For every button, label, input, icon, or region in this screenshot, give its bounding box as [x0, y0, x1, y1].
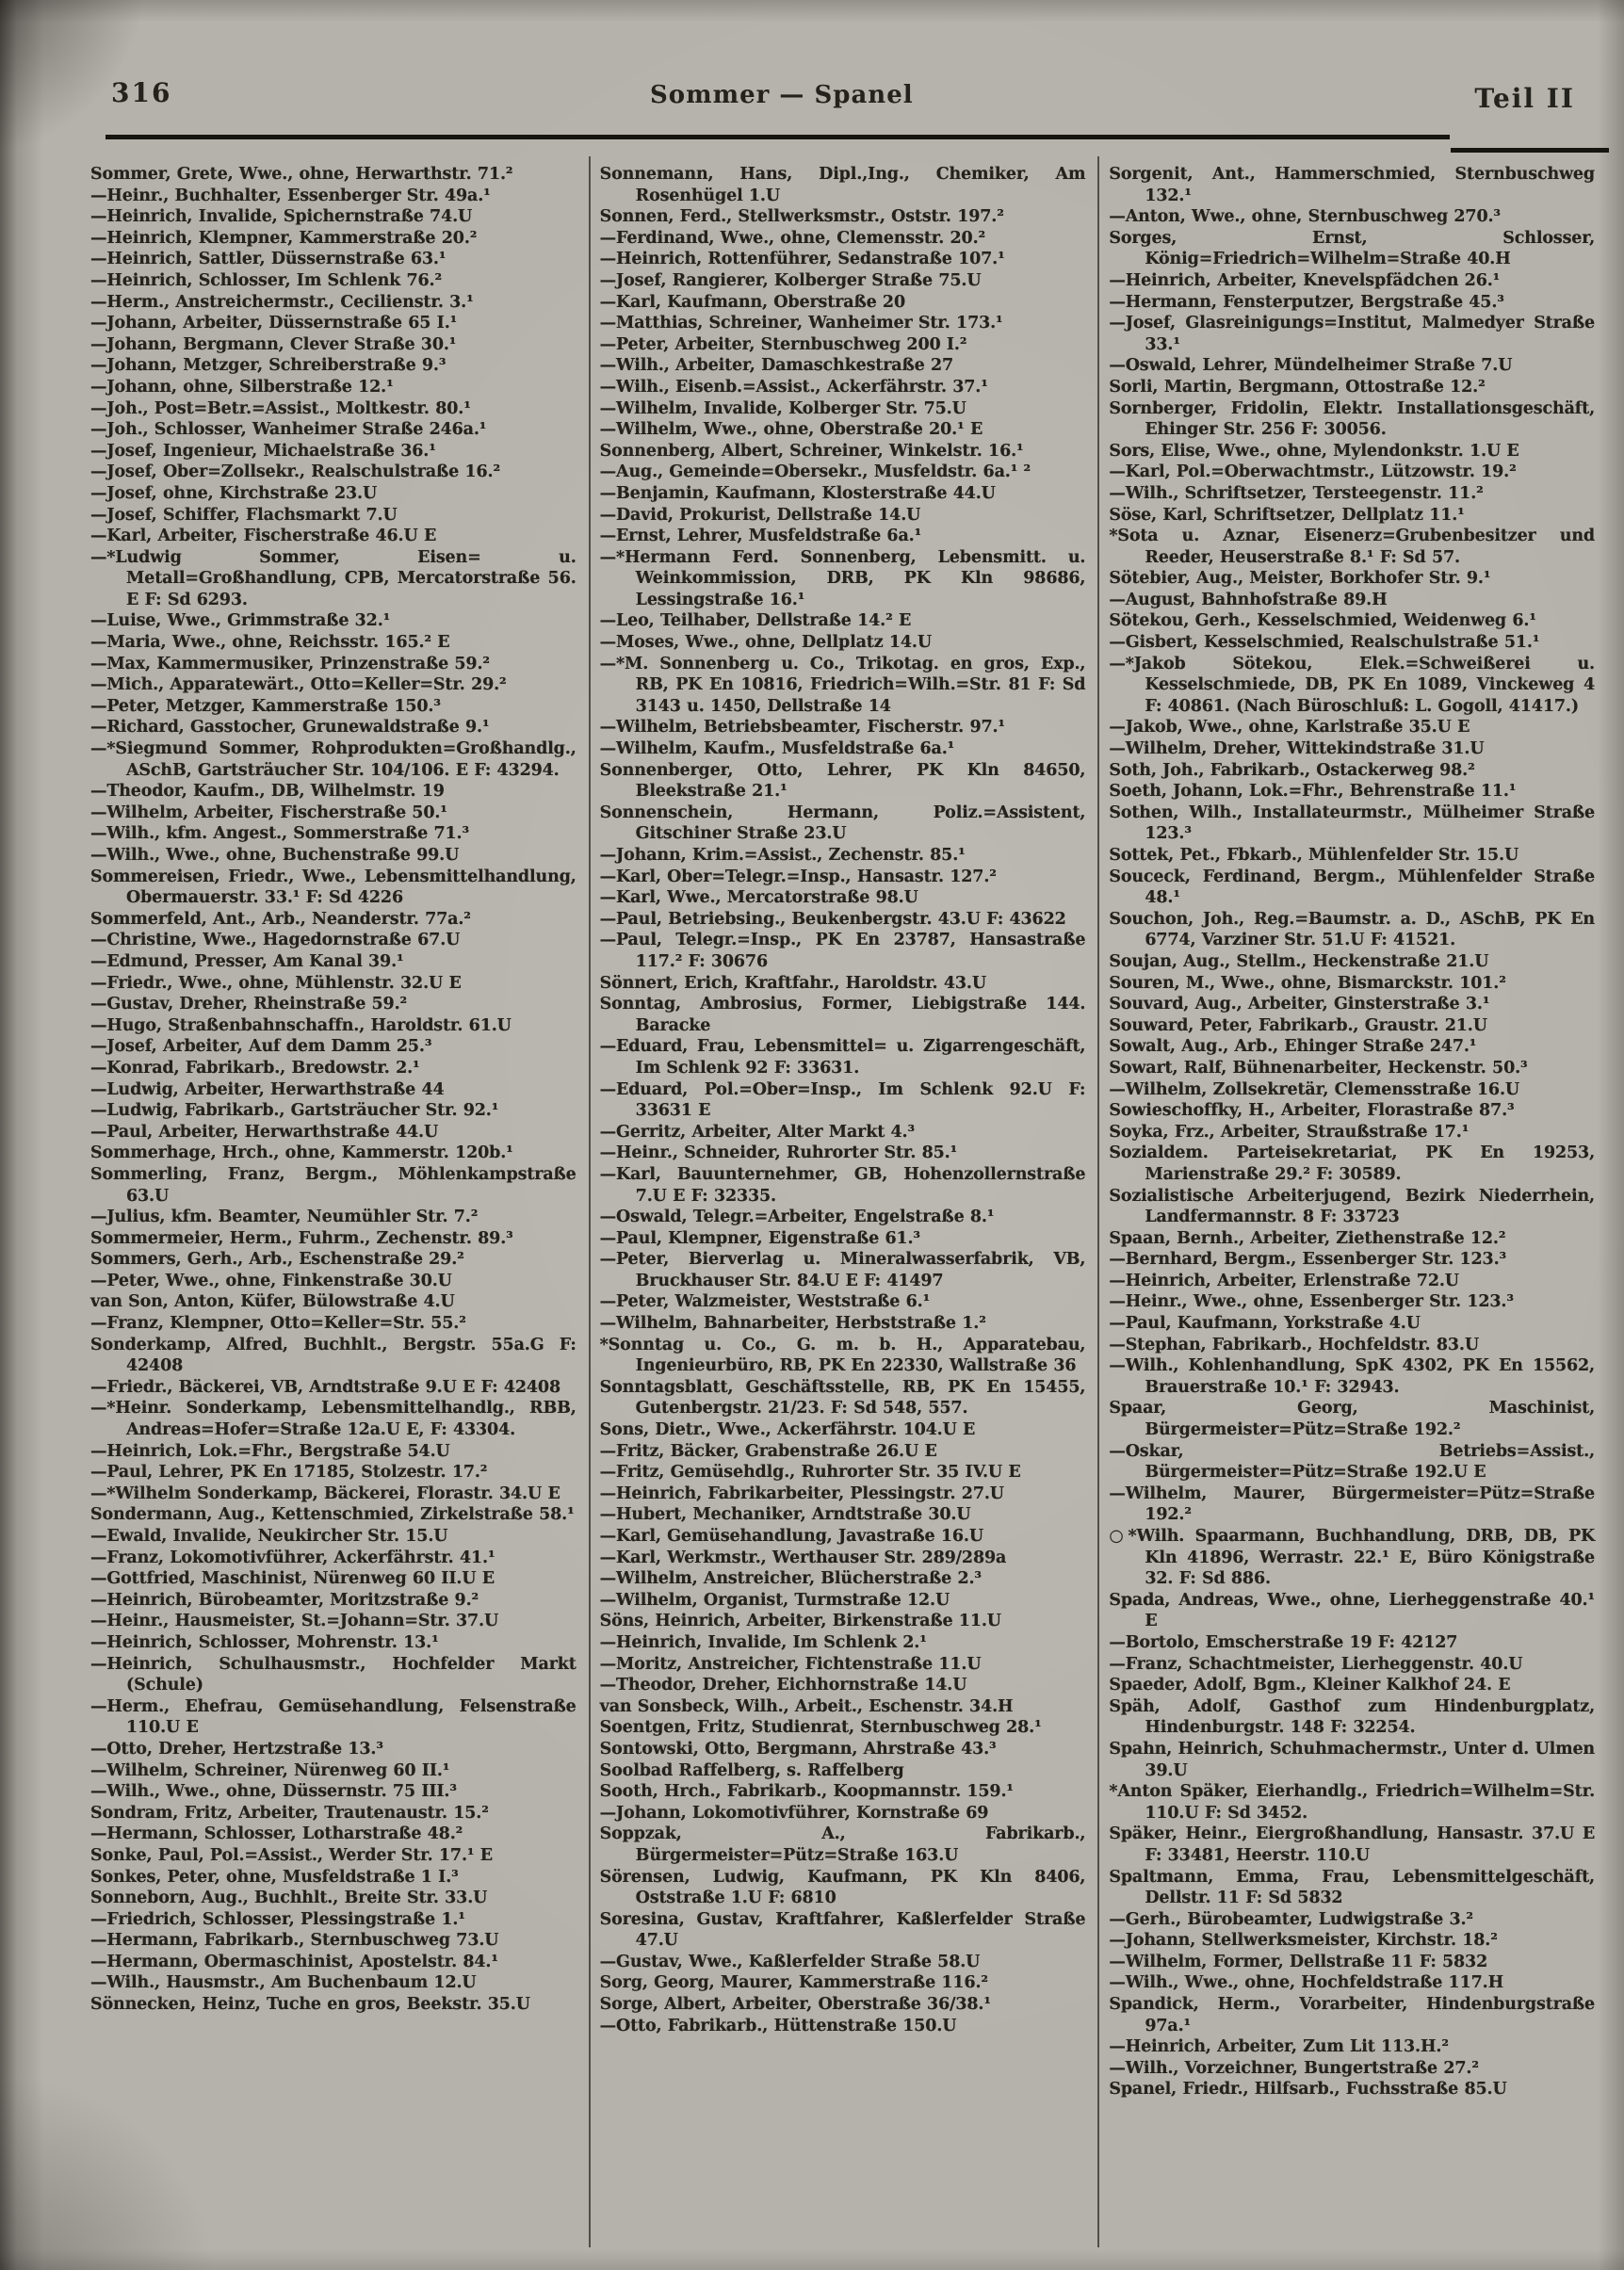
directory-entry: —Edmund, Presser, Am Kanal 39.¹	[90, 951, 404, 971]
directory-entry: Sonnenberger, Otto, Lehrer, PK Kln 84650, Bleekstraße 21.¹	[599, 760, 1086, 802]
directory-entry: Spaltmann, Emma, Frau, Lebensmittelgeschäft, Dellstr. 11 F: Sd 5832	[1109, 1867, 1596, 1908]
directory-column-1	[81, 156, 589, 2247]
directory-entry: —Gerh., Bürobeamter, Ludwigstraße 3.²	[1109, 1909, 1473, 1929]
directory-entry: —Paul, Lehrer, PK En 17185, Stolzestr. 17.²	[90, 1463, 488, 1483]
directory-entry: —Wilhelm, Wwe., ohne, Oberstraße 20.¹ E	[599, 420, 983, 440]
directory-entry: —Karl, Kaufmann, Oberstraße 20	[599, 292, 905, 312]
directory-entry: —Peter, Metzger, Kammerstraße 150.³	[90, 696, 441, 716]
directory-entry: Sorges, Ernst, Schlosser, König=Friedrich=Wilhelm=Straße 40.H	[1109, 228, 1596, 269]
directory-entry: —Johann, Lokomotivführer, Kornstraße 69	[599, 1803, 989, 1823]
directory-entry: —Eduard, Frau, Lebensmittel= u. Zigarrengeschäft, Im Schlenk 92 F: 33631.	[599, 1037, 1086, 1078]
directory-entry: Sons, Dietr., Wwe., Ackerfährstr. 104.U E	[599, 1420, 976, 1440]
directory-entry: —Josef, Schiffer, Flachsmarkt 7.U	[90, 505, 398, 525]
directory-entry: Sors, Elise, Wwe., ohne, Mylendonkstr. 1.U E	[1109, 441, 1519, 461]
directory-entry: —Anton, Wwe., ohne, Sternbuschweg 270.³	[1109, 207, 1501, 227]
directory-entry: Spahn, Heinrich, Schuhmachermstr., Unter d. Ulmen 39.U	[1109, 1739, 1596, 1780]
directory-entry: —Karl, Ober=Telegr.=Insp., Hansastr. 127.²	[599, 867, 997, 886]
directory-entry: —Benjamin, Kaufmann, Klosterstraße 44.U	[599, 483, 996, 503]
directory-entry: —Hermann, Fensterputzer, Bergstraße 45.³	[1109, 292, 1504, 312]
directory-entry: Sommerhage, Hrch., ohne, Kammerstr. 120b.¹	[90, 1143, 513, 1163]
directory-entry: —Johann, Metzger, Schreiberstraße 9.³	[90, 356, 447, 376]
directory-entry: —David, Prokurist, Dellstraße 14.U	[599, 505, 921, 525]
directory-entry: —Heinrich, Bürobeamter, Moritzstraße 9.²	[90, 1590, 479, 1610]
directory-entry: —Moritz, Anstreicher, Fichtenstraße 11.U	[599, 1654, 982, 1674]
directory-entry: —Wilhelm, Invalide, Kolberger Str. 75.U	[599, 398, 966, 418]
directory-entry: —Leo, Teilhaber, Dellstraße 14.² E	[599, 611, 912, 631]
directory-entry: —*M. Sonnenberg u. Co., Trikotag. en gros, Exp., RB, PK En 10816, Friedrich=Wilh.=Str. 81 F: Sd 3143 u. 1450, Dellstraße 14	[599, 654, 1086, 716]
directory-entry: Souward, Peter, Fabrikarb., Graustr. 21.U	[1109, 1015, 1487, 1035]
directory-entry: —Wilhelm, Maurer, Bürgermeister=Pütz=Straße 192.²	[1109, 1484, 1596, 1525]
directory-entry: Sötebier, Aug., Meister, Borkhofer Str. 9.¹	[1109, 569, 1491, 589]
directory-entry: —Friedrich, Schlosser, Plessingstraße 1.¹	[90, 1909, 465, 1929]
directory-entry: —Karl, Werkmstr., Werthauser Str. 289/289a	[599, 1548, 1007, 1567]
directory-entry: —Otto, Dreher, Hertzstraße 13.³	[90, 1739, 383, 1759]
directory-entry: —Ferdinand, Wwe., ohne, Clemensstr. 20.²	[599, 228, 986, 248]
directory-entry: —Heinrich, Fabrikarbeiter, Plessingstr. 27.U	[599, 1484, 1004, 1503]
directory-entry: —Karl, Wwe., Mercatorstraße 98.U	[599, 888, 918, 908]
directory-entry: —Wilhelm, Dreher, Wittekindstraße 31.U	[1109, 739, 1485, 759]
directory-entry: —Wilh., Schriftsetzer, Tersteegenstr. 11.²	[1109, 483, 1484, 503]
directory-entry: —Heinrich, Arbeiter, Zum Lit 113.H.²	[1109, 2037, 1449, 2057]
directory-entry: Sonke, Paul, Pol.=Assist., Werder Str. 17.¹ E	[90, 1845, 493, 1865]
directory-entry: —Franz, Lokomotivführer, Ackerfährstr. 41.¹	[90, 1548, 495, 1567]
directory-entry: Sothen, Wilh., Installateurmstr., Mülheimer Straße 123.³	[1109, 803, 1596, 844]
directory-column-2	[589, 156, 1098, 2247]
directory-entry: —Josef, Arbeiter, Auf dem Damm 25.³	[90, 1037, 432, 1057]
directory-entry: —Hermann, Obermaschinist, Apostelstr. 84.¹	[90, 1952, 498, 1971]
directory-entry: —Wilhelm, Kaufm., Musfeldstraße 6a.¹	[599, 739, 955, 759]
directory-entry: Späh, Adolf, Gasthof zum Hindenburgplatz, Hindenburgstr. 148 F: 32254.	[1109, 1696, 1596, 1738]
directory-entry: —Johann, Krim.=Assist., Zechenstr. 85.¹	[599, 846, 966, 865]
directory-entry: —Johann, Stellwerksmeister, Kirchstr. 18.²	[1109, 1931, 1498, 1951]
directory-entry: —Moses, Wwe., ohne, Dellplatz 14.U	[599, 633, 932, 653]
directory-entry: —Paul, Betriebsing., Beukenbergstr. 43.U F: 43622	[599, 909, 1066, 929]
directory-entry: —Hugo, Straßenbahnschaffn., Haroldstr. 61.U	[90, 1015, 512, 1035]
directory-entry: Spanel, Friedr., Hilfsarb., Fuchsstraße 85.U	[1109, 2080, 1507, 2100]
directory-entry: —Theodor, Dreher, Eichhornstraße 14.U	[599, 1676, 967, 1695]
directory-entry: —Herm., Ehefrau, Gemüsehandlung, Felsenstraße 110.U E	[90, 1696, 577, 1738]
directory-entry: —Karl, Gemüsehandlung, Javastraße 16.U	[599, 1527, 983, 1546]
directory-entry: —Theodor, Kaufm., DB, Wilhelmstr. 19	[90, 782, 445, 802]
directory-entry: —Wilhelm, Arbeiter, Fischerstraße 50.¹	[90, 803, 447, 822]
directory-entry: Sonneborn, Aug., Buchhlt., Breite Str. 33.U	[90, 1889, 488, 1908]
directory-entry: —Heinrich, Invalide, Im Schlenk 2.¹	[599, 1632, 927, 1652]
directory-entry: —Gisbert, Kesselschmied, Realschulstraße 51.¹	[1109, 633, 1540, 653]
directory-entry: —Wilh., kfm. Angest., Sommerstraße 71.³	[90, 824, 469, 844]
directory-entry: —Wilhelm, Betriebsbeamter, Fischerstr. 97.¹	[599, 718, 1005, 738]
directory-entry: Sorg, Georg, Maurer, Kammerstraße 116.²	[599, 1973, 988, 1993]
directory-entry: Sondram, Fritz, Arbeiter, Trautenaustr. 15.²	[90, 1803, 489, 1823]
directory-entry: —Josef, Rangierer, Kolberger Straße 75.U	[599, 270, 982, 290]
directory-entry: —Heinrich, Schlosser, Im Schlenk 76.²	[90, 270, 442, 290]
directory-entry: Sonntagsblatt, Geschäftsstelle, RB, PK En 15455, Gutenbergstr. 21/23. F: Sd 548, 557.	[599, 1377, 1086, 1419]
directory-entry: Soth, Joh., Fabrikarb., Ostackerweg 98.²	[1109, 760, 1475, 780]
directory-entry: —Heinrich, Schlosser, Mohrenstr. 13.¹	[90, 1632, 439, 1652]
directory-entry: —Johann, Arbeiter, Düssernstraße 65 I.¹	[90, 314, 458, 333]
directory-entry: Sornberger, Fridolin, Elektr. Installationsgeschäft, Ehinger Str. 256 F: 30056.	[1109, 398, 1596, 440]
directory-entry: —Hermann, Fabrikarb., Sternbuschweg 73.U	[90, 1931, 499, 1951]
directory-entry: —Julius, kfm. Beamter, Neumühler Str. 7.²	[90, 1208, 479, 1227]
directory-entry: —Gustav, Wwe., Kaßlerfelder Straße 58.U	[599, 1952, 981, 1971]
directory-entry: —Karl, Bauunternehmer, GB, Hohenzollernstraße 7.U E F: 32335.	[599, 1164, 1086, 1206]
directory-entry: —Heinrich, Klempner, Kammerstraße 20.²	[90, 228, 478, 248]
directory-entry: —Maria, Wwe., ohne, Reichsstr. 165.² E	[90, 633, 450, 653]
directory-entry: —Heinrich, Invalide, Spichernstraße 74.U	[90, 207, 473, 227]
directory-entry: —*Ludwig Sommer, Eisen= u. Metall=Großhandlung, CPB, Mercatorstraße 56. E F: Sd 6293.	[90, 547, 577, 609]
directory-entry: Sondermann, Aug., Kettenschmied, Zirkelstraße 58.¹	[90, 1505, 575, 1525]
directory-entry: —Wilh., Hausmstr., Am Buchenbaum 12.U	[90, 1973, 477, 1993]
directory-entry: —Josef, Ober=Zollsekr., Realschulstraße 16.²	[90, 462, 501, 482]
directory-entry: —Wilhelm, Former, Dellstraße 11 F: 5832	[1109, 1952, 1488, 1971]
directory-entry: —Paul, Arbeiter, Herwarthstraße 44.U	[90, 1122, 439, 1142]
directory-entry: Soppzak, A., Fabrikarb., Bürgermeister=Pütz=Straße 163.U	[599, 1824, 1086, 1865]
directory-entry: *Anton Späker, Eierhandlg., Friedrich=Wilhelm=Str. 110.U F: Sd 3452.	[1109, 1782, 1596, 1823]
directory-entry: —Gottfried, Maschinist, Nürenweg 60 II.U E	[90, 1569, 495, 1589]
directory-entry: —*Hermann Ferd. Sonnenberg, Lebensmitt. u. Weinkommission, DRB, PK Kln 98686, Lessingstraße 16.¹	[599, 547, 1086, 609]
directory-entry: —Johann, Bergmann, Clever Straße 30.¹	[90, 334, 457, 354]
directory-entry: —Heinr., Schneider, Ruhrorter Str. 85.¹	[599, 1143, 958, 1163]
directory-entry: —Hubert, Mechaniker, Arndtstraße 30.U	[599, 1505, 971, 1525]
directory-entry: —Josef, Glasreinigungs=Institut, Malmedyer Straße 33.¹	[1109, 314, 1596, 354]
directory-entry: Sommermeier, Herm., Fuhrm., Zechenstr. 89.³	[90, 1228, 513, 1248]
directory-entry: Sonkes, Peter, ohne, Musfeldstraße 1 I.³	[90, 1867, 459, 1887]
directory-entry: —Oswald, Lehrer, Mündelheimer Straße 7.U	[1109, 356, 1513, 376]
directory-entry: —Konrad, Fabrikarb., Bredowstr. 2.¹	[90, 1058, 420, 1078]
directory-entry: —Herm., Anstreichermstr., Cecilienstr. 3.¹	[90, 292, 474, 312]
directory-entry: —Bortolo, Emscherstraße 19 F: 42127	[1109, 1632, 1458, 1652]
directory-entry: —Hermann, Schlosser, Lotharstraße 48.²	[90, 1824, 463, 1844]
directory-entry: —Peter, Walzmeister, Weststraße 6.¹	[599, 1292, 931, 1312]
directory-entry: —Heinr., Buchhalter, Essenberger Str. 49a.¹	[90, 186, 491, 205]
directory-entry: Sozialdem. Parteisekretariat, PK En 19253, Marienstraße 29.² F: 30589.	[1109, 1143, 1596, 1184]
directory-entry: Spada, Andreas, Wwe., ohne, Lierheggenstraße 40.¹ E	[1109, 1590, 1596, 1631]
directory-entry: Sönnecken, Heinz, Tuche en gros, Beekstr. 35.U	[90, 1995, 530, 2015]
directory-entry: *Sota u. Aznar, Eisenerz=Grubenbesitzer und Reeder, Heuserstraße 8.¹ F: Sd 57.	[1109, 527, 1596, 567]
directory-entry: —Heinrich, Rottenführer, Sedanstraße 107.¹	[599, 250, 1005, 269]
directory-entry: —Heinrich, Schulhausmstr., Hochfelder Markt (Schule)	[90, 1654, 577, 1695]
directory-entry: Sommereisen, Friedr., Wwe., Lebensmittelhandlung, Obermauerstr. 33.¹ F: Sd 4226	[90, 867, 577, 908]
directory-entry: —Richard, Gasstocher, Grunewaldstraße 9.¹	[90, 718, 490, 738]
directory-entry: Sorge, Albert, Arbeiter, Oberstraße 36/38.¹	[599, 1995, 991, 2015]
directory-entry: —Franz, Schachtmeister, Lierheggenstr. 40.U	[1109, 1654, 1523, 1674]
directory-entry: —Wilh., Arbeiter, Damaschkestraße 27	[599, 356, 954, 376]
directory-entry: Sötekou, Gerh., Kesselschmied, Weidenweg 6.¹	[1109, 611, 1536, 631]
directory-entry: —Ludwig, Fabrikarb., Gartsträucher Str. 92.¹	[90, 1101, 499, 1121]
directory-entry: ○*Wilh. Spaarmann, Buchhandlung, DRB, DB, PK Kln 41896, Werrastr. 22.¹ E, Büro Königstraße 32. F: Sd 886.	[1109, 1527, 1596, 1589]
directory-entry: —Wilhelm, Schreiner, Nürenweg 60 II.¹	[90, 1760, 450, 1780]
directory-entry: Souren, M., Wwe., ohne, Bismarckstr. 101.²	[1109, 973, 1506, 993]
directory-entry: Sonnen, Ferd., Stellwerksmstr., Oststr. 197.²	[599, 207, 1004, 227]
directory-entry: —*Wilhelm Sonderkamp, Bäckerei, Florastr. 34.U E	[90, 1484, 560, 1503]
directory-entry: Sonntag, Ambrosius, Former, Liebigstraße 144. Baracke	[599, 995, 1086, 1035]
directory-entry: —Mich., Apparatewärt., Otto=Keller=Str. 29.²	[90, 675, 507, 695]
directory-entry: Soolbad Raffelberg, s. Raffelberg	[599, 1760, 904, 1780]
directory-entry: Späker, Heinr., Eiergroßhandlung, Hansastr. 37.U E F: 33481, Heerstr. 110.U	[1109, 1824, 1596, 1865]
directory-entry: —Eduard, Pol.=Ober=Insp., Im Schlenk 92.U F: 33631 E	[599, 1079, 1086, 1121]
directory-entry: Spandick, Herm., Vorarbeiter, Hindenburgstraße 97a.¹	[1109, 1995, 1596, 2035]
directory-entry: —Heinrich, Arbeiter, Knevelspfädchen 26.¹	[1109, 270, 1501, 290]
directory-entry: —Ernst, Lehrer, Musfeldstraße 6a.¹	[599, 527, 922, 546]
directory-entry: Souvard, Aug., Arbeiter, Ginsterstraße 3.¹	[1109, 995, 1490, 1014]
directory-entry: Sörensen, Ludwig, Kaufmann, PK Kln 8406, Oststraße 1.U F: 6810	[599, 1867, 1086, 1908]
directory-entry: —Wilh., Vorzeichner, Bungertstraße 27.²	[1109, 2058, 1479, 2078]
directory-entry: —Wilh., Eisenb.=Assist., Ackerfährstr. 37.¹	[599, 377, 988, 397]
directory-entry: Soentgen, Fritz, Studienrat, Sternbuschweg 28.¹	[599, 1718, 1042, 1738]
directory-entry: —Karl, Arbeiter, Fischerstraße 46.U E	[90, 527, 437, 546]
directory-entry: —Fritz, Bäcker, Grabenstraße 26.U E	[599, 1441, 937, 1461]
directory-entry: —Fritz, Gemüsehdlg., Ruhrorter Str. 35 IV.U E	[599, 1463, 1021, 1483]
directory-entry: —Wilh., Wwe., ohne, Düssernstr. 75 III.³	[90, 1782, 457, 1802]
directory-entry: —*Jakob Sötekou, Elek.=Schweißerei u. Kesselschmiede, DB, PK En 1089, Vinckeweg 4 F: 40861. (Nach Büroschluß: L. Gogoll, 41417.)	[1109, 654, 1596, 716]
directory-entry: Spaeder, Adolf, Bgm., Kleiner Kalkhof 24. E	[1109, 1676, 1511, 1695]
directory-entry: —Ewald, Invalide, Neukircher Str. 15.U	[90, 1527, 448, 1546]
directory-entry: —Friedr., Bäckerei, VB, Arndtstraße 9.U E F: 42408	[90, 1377, 560, 1397]
directory-entry: —Oskar, Betriebs=Assist., Bürgermeister=Pütz=Straße 192.U E	[1109, 1441, 1596, 1483]
page-title: Sommer — Spanel	[650, 81, 914, 109]
page-number: 316	[111, 77, 172, 108]
directory-entry: —Wilh., Wwe., ohne, Buchenstraße 99.U	[90, 846, 460, 865]
directory-entry: —Heinr., Wwe., ohne, Essenberger Str. 123.³	[1109, 1292, 1514, 1312]
directory-entry: van Sonsbeck, Wilh., Arbeit., Eschenstr. 34.H	[599, 1696, 1014, 1716]
directory-entry: Sontowski, Otto, Bergmann, Ahrstraße 43.³	[599, 1739, 997, 1759]
directory-entry: Soujan, Aug., Stellm., Heckenstraße 21.U	[1109, 951, 1489, 971]
directory-entry: —Heinr., Hausmeister, St.=Johann=Str. 37.U	[90, 1612, 499, 1631]
directory-entry: Sonderkamp, Alfred, Buchhlt., Bergstr. 55a.G F: 42408	[90, 1335, 577, 1376]
directory-entry: —Friedr., Wwe., ohne, Mühlenstr. 32.U E	[90, 973, 462, 993]
directory-column-3	[1097, 156, 1607, 2247]
directory-entry: Spaan, Bernh., Arbeiter, Ziethenstraße 12.²	[1109, 1228, 1506, 1248]
directory-entry: —Ludwig, Arbeiter, Herwarthstraße 44	[90, 1079, 445, 1099]
directory-entry: —Josef, Ingenieur, Michaelstraße 36.¹	[90, 441, 436, 461]
directory-entry: —Peter, Wwe., ohne, Finkenstraße 30.U	[90, 1271, 452, 1290]
directory-entry: Sonnemann, Hans, Dipl.,Ing., Chemiker, Am Rosenhügel 1.U	[599, 165, 1086, 205]
directory-entry: —Christine, Wwe., Hagedornstraße 67.U	[90, 931, 461, 950]
directory-entry: —Karl, Pol.=Oberwachtmstr., Lützowstr. 19.²	[1109, 462, 1517, 482]
directory-entry: —Stephan, Fabrikarb., Hochfeldstr. 83.U	[1109, 1335, 1479, 1354]
directory-entry: —Wilhelm, Zollsekretär, Clemensstraße 16.U	[1109, 1079, 1520, 1099]
directory-entry: Sottek, Pet., Fbkarb., Mühlenfelder Str. 15.U	[1109, 846, 1519, 865]
directory-entry: —Gustav, Dreher, Rheinstraße 59.²	[90, 995, 408, 1014]
directory-entry: —Oswald, Telegr.=Arbeiter, Engelstraße 8.¹	[599, 1208, 995, 1227]
directory-entry: Soeth, Johann, Lok.=Fhr., Behrenstraße 11.¹	[1109, 782, 1517, 802]
directory-entry: —Heinrich, Arbeiter, Erlenstraße 72.U	[1109, 1271, 1459, 1290]
directory-entry: Sönnert, Erich, Kraftfahr., Haroldstr. 43.U	[599, 973, 986, 993]
directory-columns	[81, 156, 1607, 2247]
directory-entry: Söse, Karl, Schriftsetzer, Dellplatz 11.¹	[1109, 505, 1465, 525]
directory-entry: Souchon, Joh., Reg.=Baumstr. a. D., ASchB, PK En 6774, Varziner Str. 51.U F: 41521.	[1109, 909, 1596, 950]
directory-entry: —Max, Kammermusiker, Prinzenstraße 59.²	[90, 654, 490, 673]
directory-entry: —Paul, Kaufmann, Yorkstraße 4.U	[1109, 1314, 1421, 1334]
directory-entry: —Aug., Gemeinde=Obersekr., Musfeldstr. 6a.¹ ²	[599, 462, 1031, 482]
directory-entry: —Josef, ohne, Kirchstraße 23.U	[90, 483, 378, 503]
directory-entry: —*Siegmund Sommer, Rohprodukten=Großhandlg., ASchB, Gartsträucher Str. 104/106. E F: 43294.	[90, 739, 577, 780]
directory-entry: Söns, Heinrich, Arbeiter, Birkenstraße 11.U	[599, 1612, 1001, 1631]
directory-entry: Soyka, Frz., Arbeiter, Straußstraße 17.¹	[1109, 1122, 1470, 1142]
directory-entry: Sommerling, Franz, Bergm., Möhlenkampstraße 63.U	[90, 1164, 577, 1206]
directory-entry: —Franz, Klempner, Otto=Keller=Str. 55.²	[90, 1314, 466, 1334]
directory-entry: —Joh., Post=Betr.=Assist., Moltkestr. 80.¹	[90, 398, 471, 418]
directory-entry: Spaar, Georg, Maschinist, Bürgermeister=Pütz=Straße 192.²	[1109, 1399, 1596, 1440]
directory-entry: —Peter, Arbeiter, Sternbuschweg 200 I.²	[599, 334, 967, 354]
directory-entry: —Heinrich, Lok.=Fhr., Bergstraße 54.U	[90, 1441, 450, 1461]
header-rule-right	[1451, 148, 1609, 153]
directory-entry: Sowalt, Aug., Arb., Ehinger Straße 247.¹	[1109, 1037, 1477, 1057]
directory-entry: —Peter, Bierverlag u. Mineralwasserfabrik, VB, Bruckhauser Str. 84.U E F: 41497	[599, 1250, 1086, 1290]
section-label: Teil II	[1474, 83, 1575, 114]
directory-entry: —*Heinr. Sonderkamp, Lebensmittelhandlg., RBB, Andreas=Hofer=Straße 12a.U E, F: 43304.	[90, 1399, 577, 1440]
directory-entry: —Matthias, Schreiner, Wanheimer Str. 173.¹	[599, 314, 1003, 333]
directory-entry: —Bernhard, Bergm., Essenberger Str. 123.³	[1109, 1250, 1507, 1270]
directory-entry: —Heinrich, Sattler, Düssernstraße 63.¹	[90, 250, 447, 269]
directory-entry: —Paul, Telegr.=Insp., PK En 23787, Hansastraße 117.² F: 30676	[599, 931, 1086, 971]
directory-entry: Sowieschoffky, H., Arbeiter, Florastraße 87.³	[1109, 1101, 1515, 1121]
directory-entry: van Son, Anton, Küfer, Bülowstraße 4.U	[90, 1292, 455, 1312]
directory-entry: —Paul, Klempner, Eigenstraße 61.³	[599, 1228, 920, 1248]
directory-entry: Soresina, Gustav, Kraftfahrer, Kaßlerfelder Straße 47.U	[599, 1909, 1086, 1951]
directory-entry: Sooth, Hrch., Fabrikarb., Koopmannstr. 159.¹	[599, 1782, 1014, 1802]
directory-entry: —Otto, Fabrikarb., Hüttenstraße 150.U	[599, 2016, 957, 2035]
directory-entry: —Jakob, Wwe., ohne, Karlstraße 35.U E	[1109, 718, 1470, 738]
directory-entry: Sommerfeld, Ant., Arb., Neanderstr. 77a.²	[90, 909, 471, 929]
header-rule	[106, 135, 1450, 139]
page-header	[0, 73, 1624, 141]
directory-entry: *Sonntag u. Co., G. m. b. H., Apparatebau, Ingenieurbüro, RB, PK En 22330, Wallstraße 36	[599, 1335, 1086, 1376]
directory-entry: Sorgenit, Ant., Hammerschmied, Sternbuschweg 132.¹	[1109, 165, 1596, 205]
directory-entry: Sorli, Martin, Bergmann, Ottostraße 12.²	[1109, 377, 1486, 397]
directory-entry: —Wilhelm, Anstreicher, Blücherstraße 2.³	[599, 1569, 982, 1589]
directory-entry: Sonnenschein, Hermann, Poliz.=Assistent, Gitschiner Straße 23.U	[599, 803, 1086, 844]
directory-entry: —Wilh., Kohlenhandlung, SpK 4302, PK En 15562, Brauerstraße 10.¹ F: 32943.	[1109, 1356, 1596, 1397]
directory-entry: —Gerritz, Arbeiter, Alter Markt 4.³	[599, 1122, 915, 1142]
directory-entry: Sommer, Grete, Wwe., ohne, Herwarthstr. 71.²	[90, 165, 513, 184]
directory-entry: —Wilh., Wwe., ohne, Hochfeldstraße 117.H	[1109, 1973, 1503, 1993]
directory-entry: —Joh., Schlosser, Wanheimer Straße 246a.¹	[90, 420, 487, 440]
directory-entry: Sonnenberg, Albert, Schreiner, Winkelstr. 16.¹	[599, 441, 1024, 461]
directory-entry: Souceck, Ferdinand, Bergm., Mühlenfelder Straße 48.¹	[1109, 867, 1596, 908]
directory-entry: Sozialistische Arbeiterjugend, Bezirk Niederrhein, Landfermannstr. 8 F: 33723	[1109, 1186, 1596, 1227]
directory-entry: Sommers, Gerh., Arb., Eschenstraße 29.²	[90, 1250, 464, 1270]
directory-entry: —Luise, Wwe., Grimmstraße 32.¹	[90, 611, 391, 631]
directory-entry: —Wilhelm, Organist, Turmstraße 12.U	[599, 1590, 950, 1610]
directory-entry: —Wilhelm, Bahnarbeiter, Herbststraße 1.²	[599, 1314, 986, 1334]
directory-entry: —Johann, ohne, Silberstraße 12.¹	[90, 377, 394, 397]
directory-entry: —August, Bahnhofstraße 89.H	[1109, 590, 1388, 609]
directory-entry: Sowart, Ralf, Bühnenarbeiter, Heckenstr. 50.³	[1109, 1058, 1528, 1078]
